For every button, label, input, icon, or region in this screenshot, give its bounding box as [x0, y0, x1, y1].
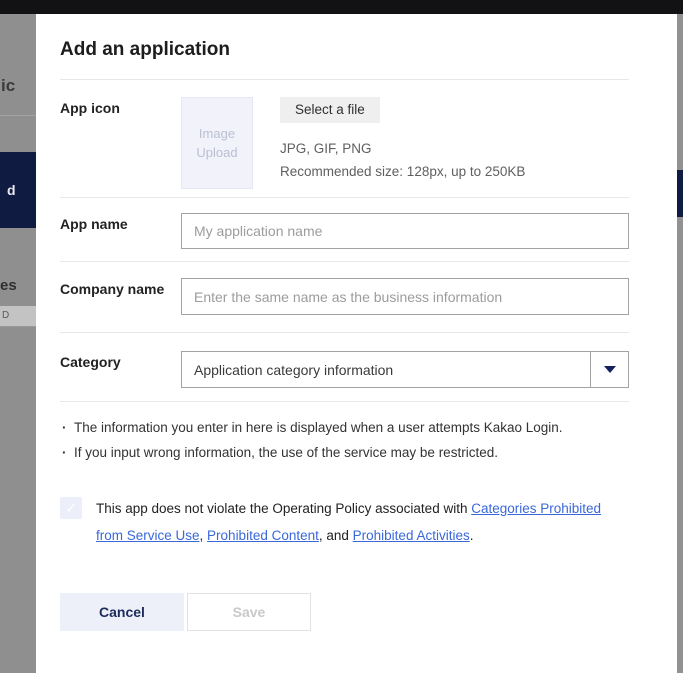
obscured-accent-band	[0, 152, 36, 228]
upload-help-block	[280, 97, 525, 189]
page-top-bar	[0, 0, 683, 14]
policy-text-before: This app does not violate the Operating Policy associated with	[96, 501, 472, 516]
company-name-input[interactable]	[181, 278, 629, 315]
note-wrong-information: · If you input wrong information, the use of the service may be restricted.	[60, 440, 629, 465]
dimmed-page-right-edge	[677, 14, 683, 673]
link-prohibited-activities[interactable]: Prohibited Activities	[352, 528, 470, 543]
category-select[interactable]	[181, 351, 629, 388]
save-button[interactable]: Save	[187, 593, 311, 631]
image-upload-dropzone[interactable]	[181, 97, 253, 189]
policy-separator-2: , and	[318, 528, 353, 543]
policy-separator-1: ,	[199, 528, 208, 543]
select-file-button[interactable]: Select a file	[280, 97, 380, 123]
category-row	[60, 333, 629, 401]
company-name-field	[181, 278, 629, 315]
recommended-size: Recommended size: 128px, up to 250KB	[280, 164, 526, 179]
obscured-button-fragment: d	[7, 182, 16, 198]
app-icon-field	[181, 97, 629, 189]
check-icon: ✓	[65, 500, 77, 516]
app-name-label: App name	[60, 216, 128, 232]
app-name-input[interactable]	[181, 213, 629, 249]
policy-text	[96, 495, 629, 549]
dialog-actions	[60, 593, 629, 631]
add-application-dialog	[36, 14, 677, 673]
obscured-heading-fragment: ic	[1, 76, 16, 95]
policy-checkbox[interactable]	[60, 497, 82, 519]
app-icon-label: App icon	[60, 100, 120, 116]
obscured-subheading-fragment: es	[0, 277, 17, 294]
upload-help-text	[280, 137, 525, 183]
dimmed-page-left-edge	[0, 14, 36, 673]
image-upload-placeholder: Image Upload	[196, 126, 238, 160]
chevron-down-icon	[604, 366, 616, 373]
category-select-caret-zone[interactable]	[590, 352, 628, 387]
note-kakao-login: · The information you enter in here is displayed when a user attempts Kakao Login.	[60, 415, 629, 440]
category-field	[181, 351, 629, 388]
notes-list	[60, 415, 629, 465]
dialog-title: Add an application	[60, 39, 230, 60]
obscured-table-row	[0, 306, 36, 327]
policy-agreement	[60, 495, 629, 549]
link-prohibited-content[interactable]: Prohibited Content	[207, 528, 319, 543]
divider	[0, 115, 36, 116]
link-categories-prohibited[interactable]: Categories Prohibited from Service Use	[96, 501, 602, 543]
category-select-value: Application category information	[194, 361, 394, 378]
obscured-accent-band-right	[677, 170, 683, 217]
app-name-field	[181, 213, 629, 249]
app-name-row	[60, 198, 629, 261]
policy-text-after: .	[469, 528, 474, 543]
divider	[60, 401, 629, 402]
allowed-formats: JPG, GIF, PNG	[280, 141, 372, 156]
cancel-button[interactable]: Cancel	[60, 593, 184, 631]
obscured-cell-fragment: D	[2, 310, 10, 321]
company-name-row	[60, 262, 629, 332]
app-icon-row	[60, 80, 629, 197]
category-label: Category	[60, 354, 121, 370]
company-name-label: Company name	[60, 281, 165, 297]
